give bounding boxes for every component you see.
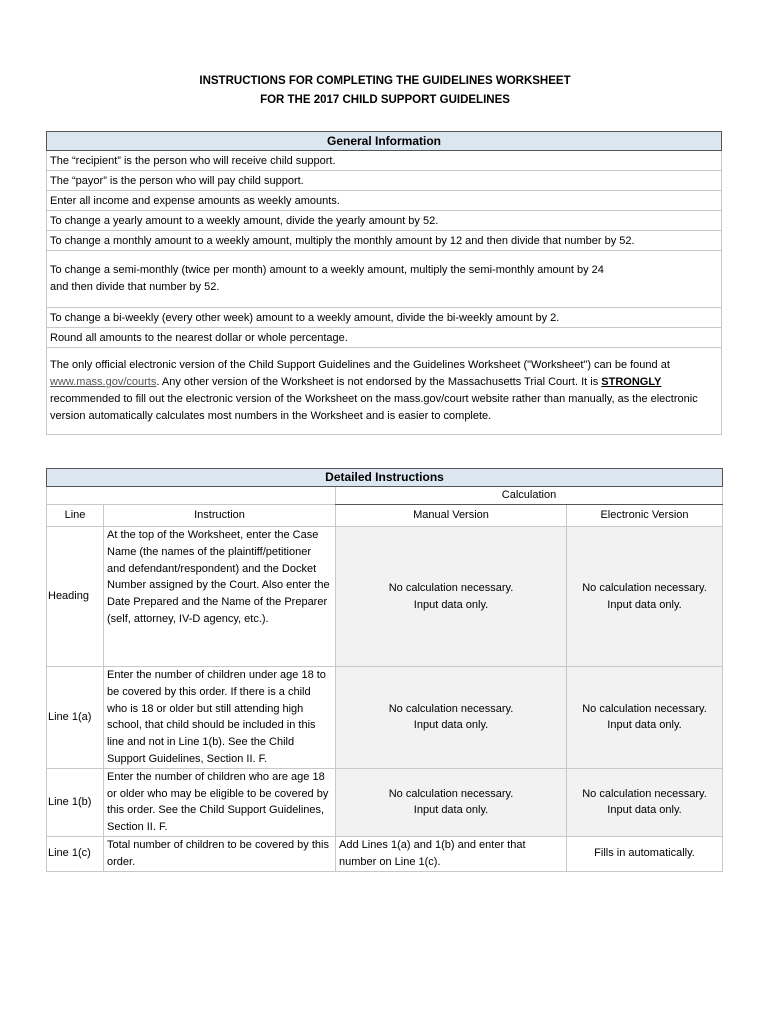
calculation-header: Calculation	[336, 487, 723, 505]
col-manual: Manual Version	[336, 505, 567, 527]
mass-gov-courts-link[interactable]: www.mass.gov/courts	[50, 376, 157, 388]
col-instruction: Instruction	[104, 505, 336, 527]
detailed-instructions-table	[46, 468, 723, 872]
table-row: Line 1(b) Enter the number of children who are age 18 or older who may be eligible to be covered by this order. See the Child Support Guidelines, Section II. F. No calculation necessary. Input data only. No calculation necessary. Input data only.	[47, 768, 723, 836]
general-information-table	[46, 131, 722, 435]
info-row: To change a yearly amount to a weekly amount, divide the yearly amount by 52.	[47, 211, 722, 231]
info-row: To change a bi-weekly (every other week) amount to a weekly amount, divide the bi-weekly amount by 2.	[47, 308, 722, 328]
table-row: Line 1(a) Enter the number of children under age 18 to be covered by this order. If there is a child who is 18 or older but still attending high school, that child should be included in this line and not in Line 1(b). See the Child Support Guidelines, Section II. F. No calculation necessary. Input data only. No calculation necessary. Input data only.	[47, 667, 723, 769]
section-heading: Detailed Instructions	[47, 469, 723, 487]
official-version-note: The only official electronic version of the Child Support Guidelines and the Guidelines Worksheet ("Worksheet") can be found at www.mass.gov/courts. Any other version of the Worksheet is not endorsed by the Massachusetts Trial Court. It is STRONGLY recommended to fill out the electronic version of the Worksheet on the mass.gov/court website rather than manually, as the electronic version automatically calculates most numbers in the Worksheet and is easier to complete.	[47, 348, 722, 435]
info-row: The “payor” is the person who will pay child support.	[47, 171, 722, 191]
section-heading: General Information	[47, 132, 722, 151]
table-row: Heading At the top of the Worksheet, enter the Case Name (the names of the plaintiff/petitioner and defendant/respondent) and the Docket Number assigned by the Court. Also enter the Date Prepared and the Name of the Preparer (self, attorney, IV-D agency, etc.). No calculation necessary. Input data only. No calculation necessary. Input data only.	[47, 527, 723, 667]
table-row: Line 1(c) Total number of children to be covered by this order. Add Lines 1(a) and 1(b) and enter that number on Line 1(c). Fills in automatically.	[47, 836, 723, 871]
info-row: Enter all income and expense amounts as weekly amounts.	[47, 191, 722, 211]
info-row: To change a monthly amount to a weekly amount, multiply the monthly amount by 12 and then divide that number by 52.	[47, 231, 722, 251]
info-row: To change a semi-monthly (twice per month) amount to a weekly amount, multiply the semi-monthly amount by 24 and then divide that number by 52.	[47, 251, 722, 308]
info-row: The “recipient” is the person who will receive child support.	[47, 151, 722, 171]
col-line: Line	[47, 505, 104, 527]
info-row: Round all amounts to the nearest dollar or whole percentage.	[47, 328, 722, 348]
page-title: INSTRUCTIONS FOR COMPLETING THE GUIDELINES WORKSHEET FOR THE 2017 CHILD SUPPORT GUIDELINES	[199, 75, 571, 106]
col-electronic: Electronic Version	[567, 505, 723, 527]
